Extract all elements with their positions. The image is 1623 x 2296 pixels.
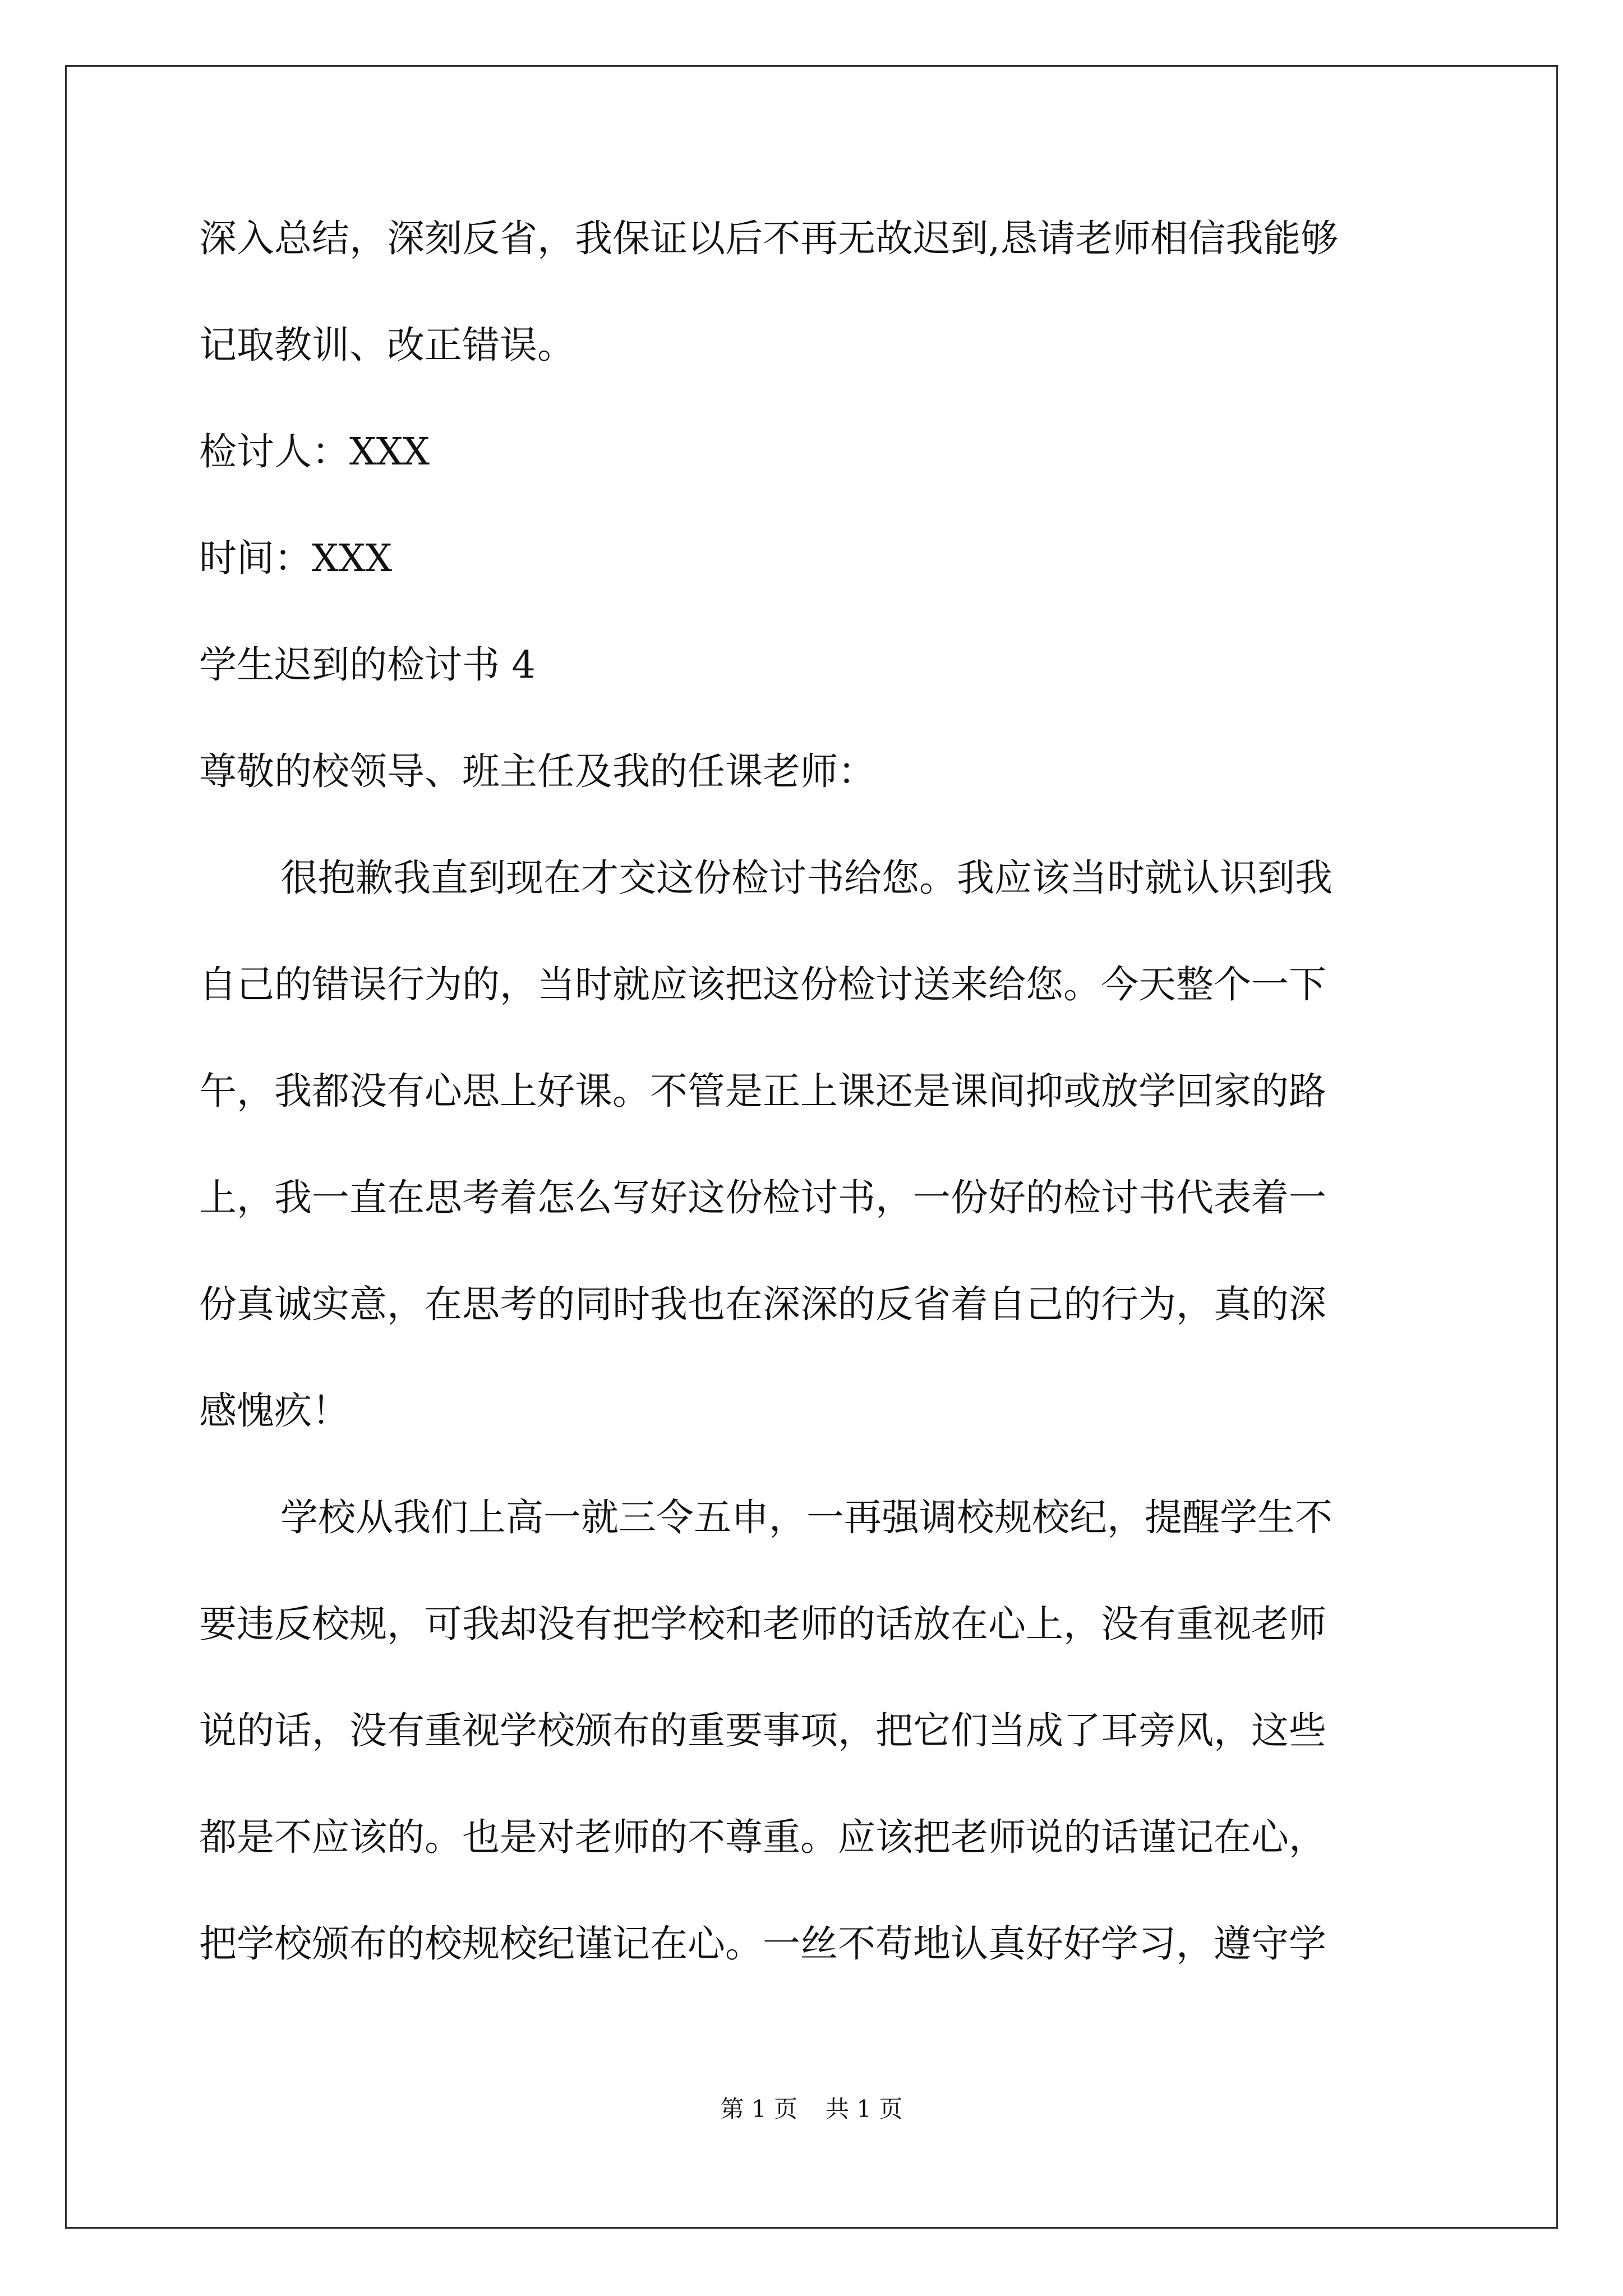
salutation: 尊敬的校领导、班主任及我的任课老师： (199, 749, 875, 793)
paragraph-start: 很抱歉我直到现在才交这份检讨书给您。我应该当时就认识到我 (280, 856, 1332, 900)
page-number: 第 1 页 (720, 2095, 797, 2123)
text-line: 上，我一直在思考着怎么写好这份检讨书，一份好的检讨书代表着一 (199, 1176, 1326, 1220)
section-title: 学生迟到的检讨书 4 (199, 643, 536, 687)
text-line: 记取教训、改正错误。 (199, 323, 575, 367)
text-line: 份真诚实意，在思考的同时我也在深深的反省着自己的行为，真的深 (199, 1282, 1326, 1326)
text-line: 说的话，没有重视学校颁布的重要事项，把它们当成了耳旁风，这些 (199, 1709, 1326, 1752)
text-line: 感愧疚！ (199, 1389, 349, 1433)
page-footer (0, 2095, 1623, 2123)
paragraph-start: 学校从我们上高一就三令五申，一再强调校规校纪，提醒学生不 (280, 1496, 1332, 1539)
text-line: 自己的错误行为的，当时就应该把这份检讨送来给您。今天整个一下 (199, 963, 1326, 1006)
page-total: 共 1 页 (826, 2095, 903, 2123)
text-line: 午，我都没有心思上好课。不管是正上课还是课间抑或放学回家的路 (199, 1069, 1326, 1113)
text-line: 要违反校规，可我却没有把学校和老师的话放在心上，没有重视老师 (199, 1602, 1326, 1646)
text-line: 把学校颁布的校规校纪谨记在心。一丝不苟地认真好好学习，遵守学 (199, 1922, 1326, 1966)
document-body (199, 213, 1425, 2025)
text-line: 都是不应该的。也是对老师的不尊重。应该把老师说的话谨记在心， (199, 1815, 1326, 1859)
date-line: 时间：XXX (199, 536, 393, 580)
text-line: 深入总结，深刻反省，我保证以后不再无故迟到,恳请老师相信我能够 (199, 217, 1339, 260)
signer-line: 检讨人：XXX (199, 430, 430, 473)
